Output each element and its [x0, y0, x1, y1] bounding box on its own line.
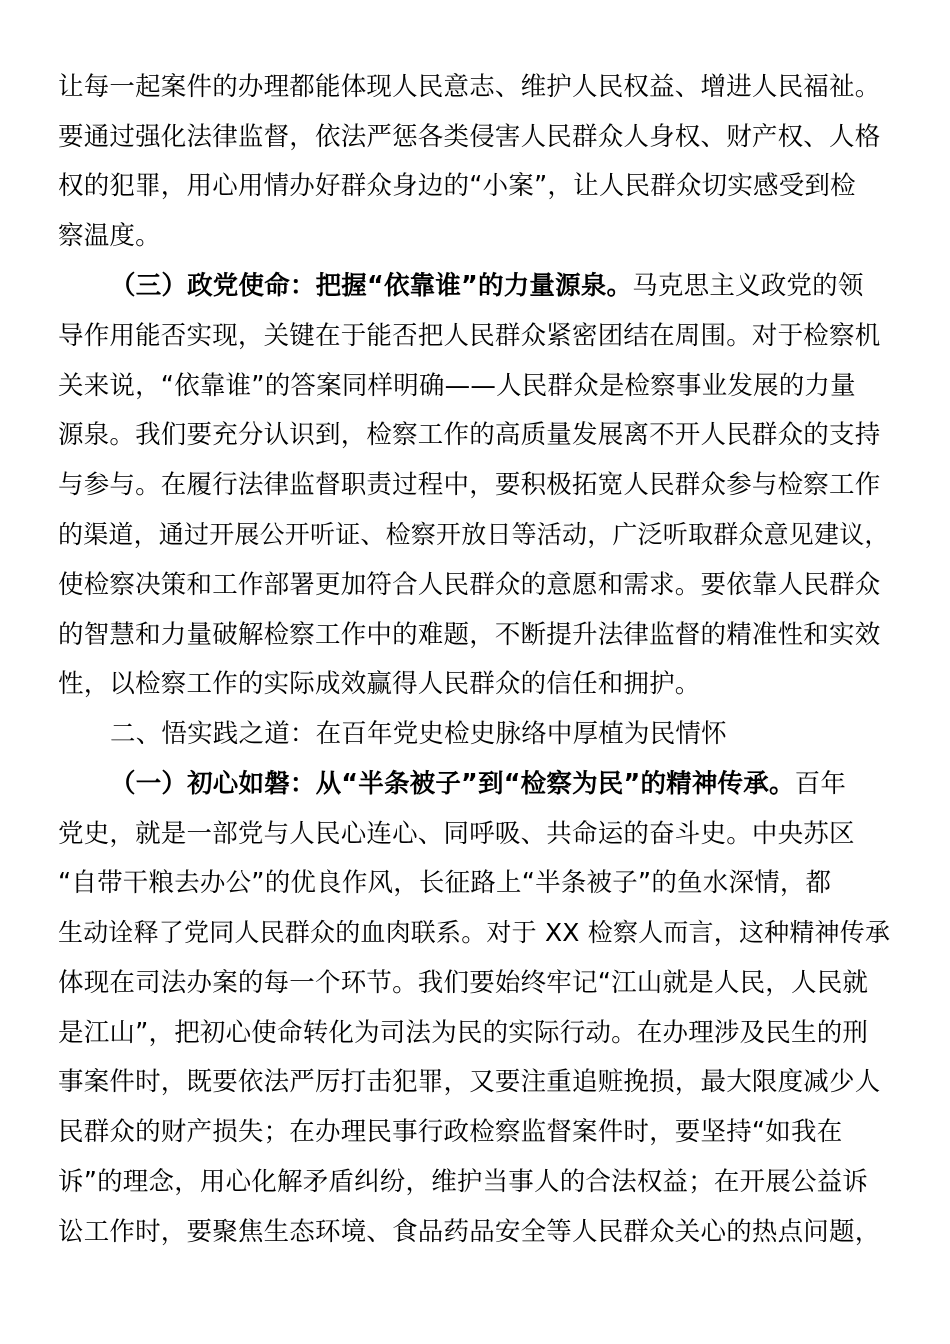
section-1-heading-line: [110, 766, 898, 802]
body-line: 与参与。在履行法律监督职责过程中，要积极拓宽人民群众参与检察工作: [58, 470, 881, 500]
chapter-heading: 二、悟实践之道：在百年党史检史脉络中厚植为民情怀: [110, 719, 727, 749]
body-line: 诉”的理念，用心化解矛盾纠纷，维护当事人的合法权益；在开展公益诉: [58, 1167, 869, 1197]
section-3-heading: （三）政党使命：把握“依靠谁”的力量源泉。: [110, 271, 633, 301]
body-line: 事案件时，既要依法严厉打击犯罪，又要注重追赃挽损，最大限度减少人: [58, 1067, 881, 1097]
body-line: 关来说，“依靠谁”的答案同样明确——人民群众是检察事业发展的力量: [58, 371, 856, 401]
body-line: 察温度。: [58, 221, 161, 251]
section-1-heading: （一）初心如磐：从“半条被子”到“检察为民”的精神传承。: [110, 769, 795, 799]
body-line: 权的犯罪，用心用情办好群众身边的“小案”，让人民群众切实感受到检: [58, 171, 856, 201]
body-line: 的智慧和力量破解检察工作中的难题，不断提升法律监督的精准性和实效: [58, 620, 881, 650]
body-line: 使检察决策和工作部署更加符合人民群众的意愿和需求。要依靠人民群众: [58, 570, 881, 600]
body-line: 源泉。我们要充分认识到，检察工作的高质量发展离不开人民群众的支持: [58, 420, 881, 450]
body-line: 是江山”，把初心使命转化为司法为民的实际行动。在办理涉及民生的刑: [58, 1018, 869, 1048]
body-line: 要通过强化法律监督，依法严惩各类侵害人民群众人身权、财产权、人格: [58, 122, 881, 152]
body-line: “自带干粮去办公”的优良作风，长征路上“半条被子”的鱼水深情，都: [58, 868, 832, 898]
section-3-text: 马克思主义政党的领: [632, 271, 864, 301]
section-1-text: 百年: [794, 769, 847, 799]
body-line: 让每一起案件的办理都能体现人民意志、维护人民权益、增进人民福祉。: [58, 72, 881, 102]
body-line: 讼工作时，要聚焦生态环境、食品药品安全等人民群众关心的热点问题，: [58, 1217, 881, 1247]
section-3-heading-line: [110, 268, 898, 304]
body-line: 性，以检察工作的实际成效赢得人民群众的信任和拥护。: [58, 669, 701, 699]
body-line: 导作用能否实现，关键在于能否把人民群众紧密团结在周围。对于检察机: [58, 321, 881, 351]
body-line: 党史，就是一部党与人民心连心、同呼吸、共命运的奋斗史。中央苏区: [58, 819, 855, 849]
body-line: 民群众的财产损失；在办理民事行政检察监督案件时，要坚持“如我在: [58, 1117, 843, 1147]
body-line: 的渠道，通过开展公开听证、检察开放日等活动，广泛听取群众意见建议，: [58, 520, 890, 549]
body-line: 生动诠释了党同人民群众的血肉联系。对于 XX 检察人而言，这种精神传承: [58, 918, 891, 947]
body-line: 体现在司法办案的每一个环节。我们要始终牢记“江山就是人民，人民就: [58, 968, 869, 998]
